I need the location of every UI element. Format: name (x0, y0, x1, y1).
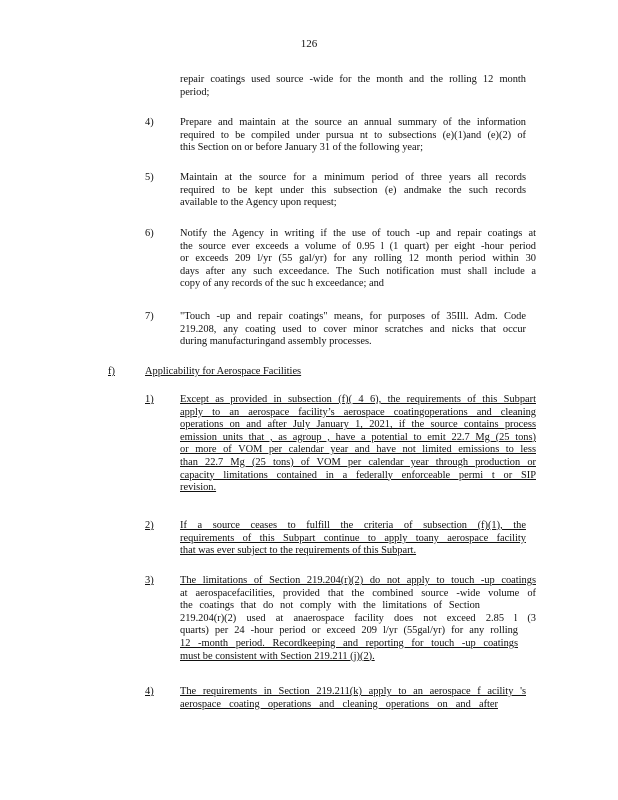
text-line: capacity limitations contained in a federally enforceable permi t or SIP (180, 469, 536, 481)
item-number: 6) (145, 228, 154, 239)
text-line: must be consistent with Section 219.211 (j)(2). (180, 650, 375, 662)
item-number: 1) (145, 394, 154, 405)
text-line: during manufacturingand assembly processes. (180, 336, 372, 348)
text-line: "Touch -up and repair coatings" means, for purposes of 35Ill. Adm. Code (180, 311, 526, 322)
continuation-paragraph (180, 74, 526, 99)
item-paragraph (180, 117, 526, 155)
text-line: The requirements in Section 219.211(k) apply to an aerospace f acility 's (180, 686, 526, 697)
item-paragraph (180, 575, 536, 663)
text-line: 219.208, any coating used to cover minor scratches and nicks that occur (180, 323, 526, 335)
item-paragraph (180, 311, 526, 349)
text-line: Prepare and maintain at the source an annual summary of the information (180, 117, 526, 128)
text-line: that was ever subject to the requirements of this Subpart. (180, 545, 417, 557)
section-letter: f) (108, 366, 115, 377)
text-line: or more of VOM per calendar year and have not limited emissions to less (180, 444, 536, 456)
text-line: period; (180, 86, 210, 98)
item-number: 4) (145, 117, 154, 128)
text-line: The limitations of Section 219.204(r)(2) do not apply to touch -up coatings (180, 575, 536, 586)
text-line: operations on and after July January 1, 2021, if the source contains process (180, 419, 536, 431)
text-line: emission units that , as agroup , have a potential to emit 22.7 Mg (25 tons) (180, 431, 536, 443)
text-line: Except as provided in subsection (f)( 4 6), the requirements of this Subpart (180, 394, 536, 405)
item-number: 5) (145, 172, 154, 183)
item-number: 3) (145, 575, 154, 586)
item-number: 7) (145, 311, 154, 322)
text-line: required to be kept under this subsection (e) andmake the such records (180, 184, 526, 196)
item-paragraph (180, 394, 536, 495)
text-line: the coatings that do not comply with the limitations of Section (180, 600, 480, 612)
item-paragraph (180, 520, 526, 558)
text-line: days after any such exceedance. The Such notification must shall include a (180, 265, 536, 277)
text-line: If a source ceases to fulfill the criteria of subsection (f)(1), the (180, 520, 526, 531)
text-line: or exceeds 209 l/yr (55 gal/yr) for any rolling 12 month period within 30 (180, 253, 536, 265)
item-paragraph (180, 172, 526, 210)
text-line: than 22.7 Mg (25 tons) of VOM per calendar year through production or (180, 456, 536, 468)
text-line: the source ever exceeds a volume of 0.95 l (1 quart) per eight -hour period (180, 240, 536, 252)
item-paragraph (180, 228, 536, 291)
text-line: at aerospacefacilities, provided that the combined source -wide volume of (180, 587, 536, 599)
text-line: available to the Agency upon request; (180, 197, 337, 209)
text-line: requirements of this Subpart continue to apply toany aerospace facility (180, 532, 526, 544)
text-line: Notify the Agency in writing if the use of touch -up and repair coatings at (180, 228, 536, 239)
text-line: required to be compiled under pursua nt to subsections (e)(1)and (e)(2) of (180, 129, 526, 141)
item-number: 2) (145, 520, 154, 531)
page-number: 126 (300, 38, 318, 50)
text-line: Maintain at the source for a minimum period of three years all records (180, 172, 526, 183)
text-line: repair coatings used source -wide for the month and the rolling 12 month (180, 74, 526, 85)
text-line: apply to an aerospace facility’s aerospace coatingoperations and cleaning (180, 406, 536, 418)
section-heading: Applicability for Aerospace Facilities (145, 366, 302, 377)
item-number: 4) (145, 686, 154, 697)
item-paragraph (180, 686, 526, 711)
text-line: quarts) per 24 -hour period or exceed 209 l/yr (55gal/yr) for any rolling (180, 625, 518, 637)
text-line: aerospace coating operations and cleaning operations on and after (180, 698, 498, 710)
text-line: this Section on or before January 31 of the following year; (180, 142, 423, 154)
text-line: copy of any records of the suc h exceedance; and (180, 278, 384, 290)
text-line: revision. (180, 482, 217, 494)
text-line: 12 -month period. Recordkeeping and reporting for touch -up coatings (180, 637, 518, 649)
text-line: 219.204(r)(2) used at anaerospace facility does not exceed 2.85 l (3 (180, 612, 536, 624)
